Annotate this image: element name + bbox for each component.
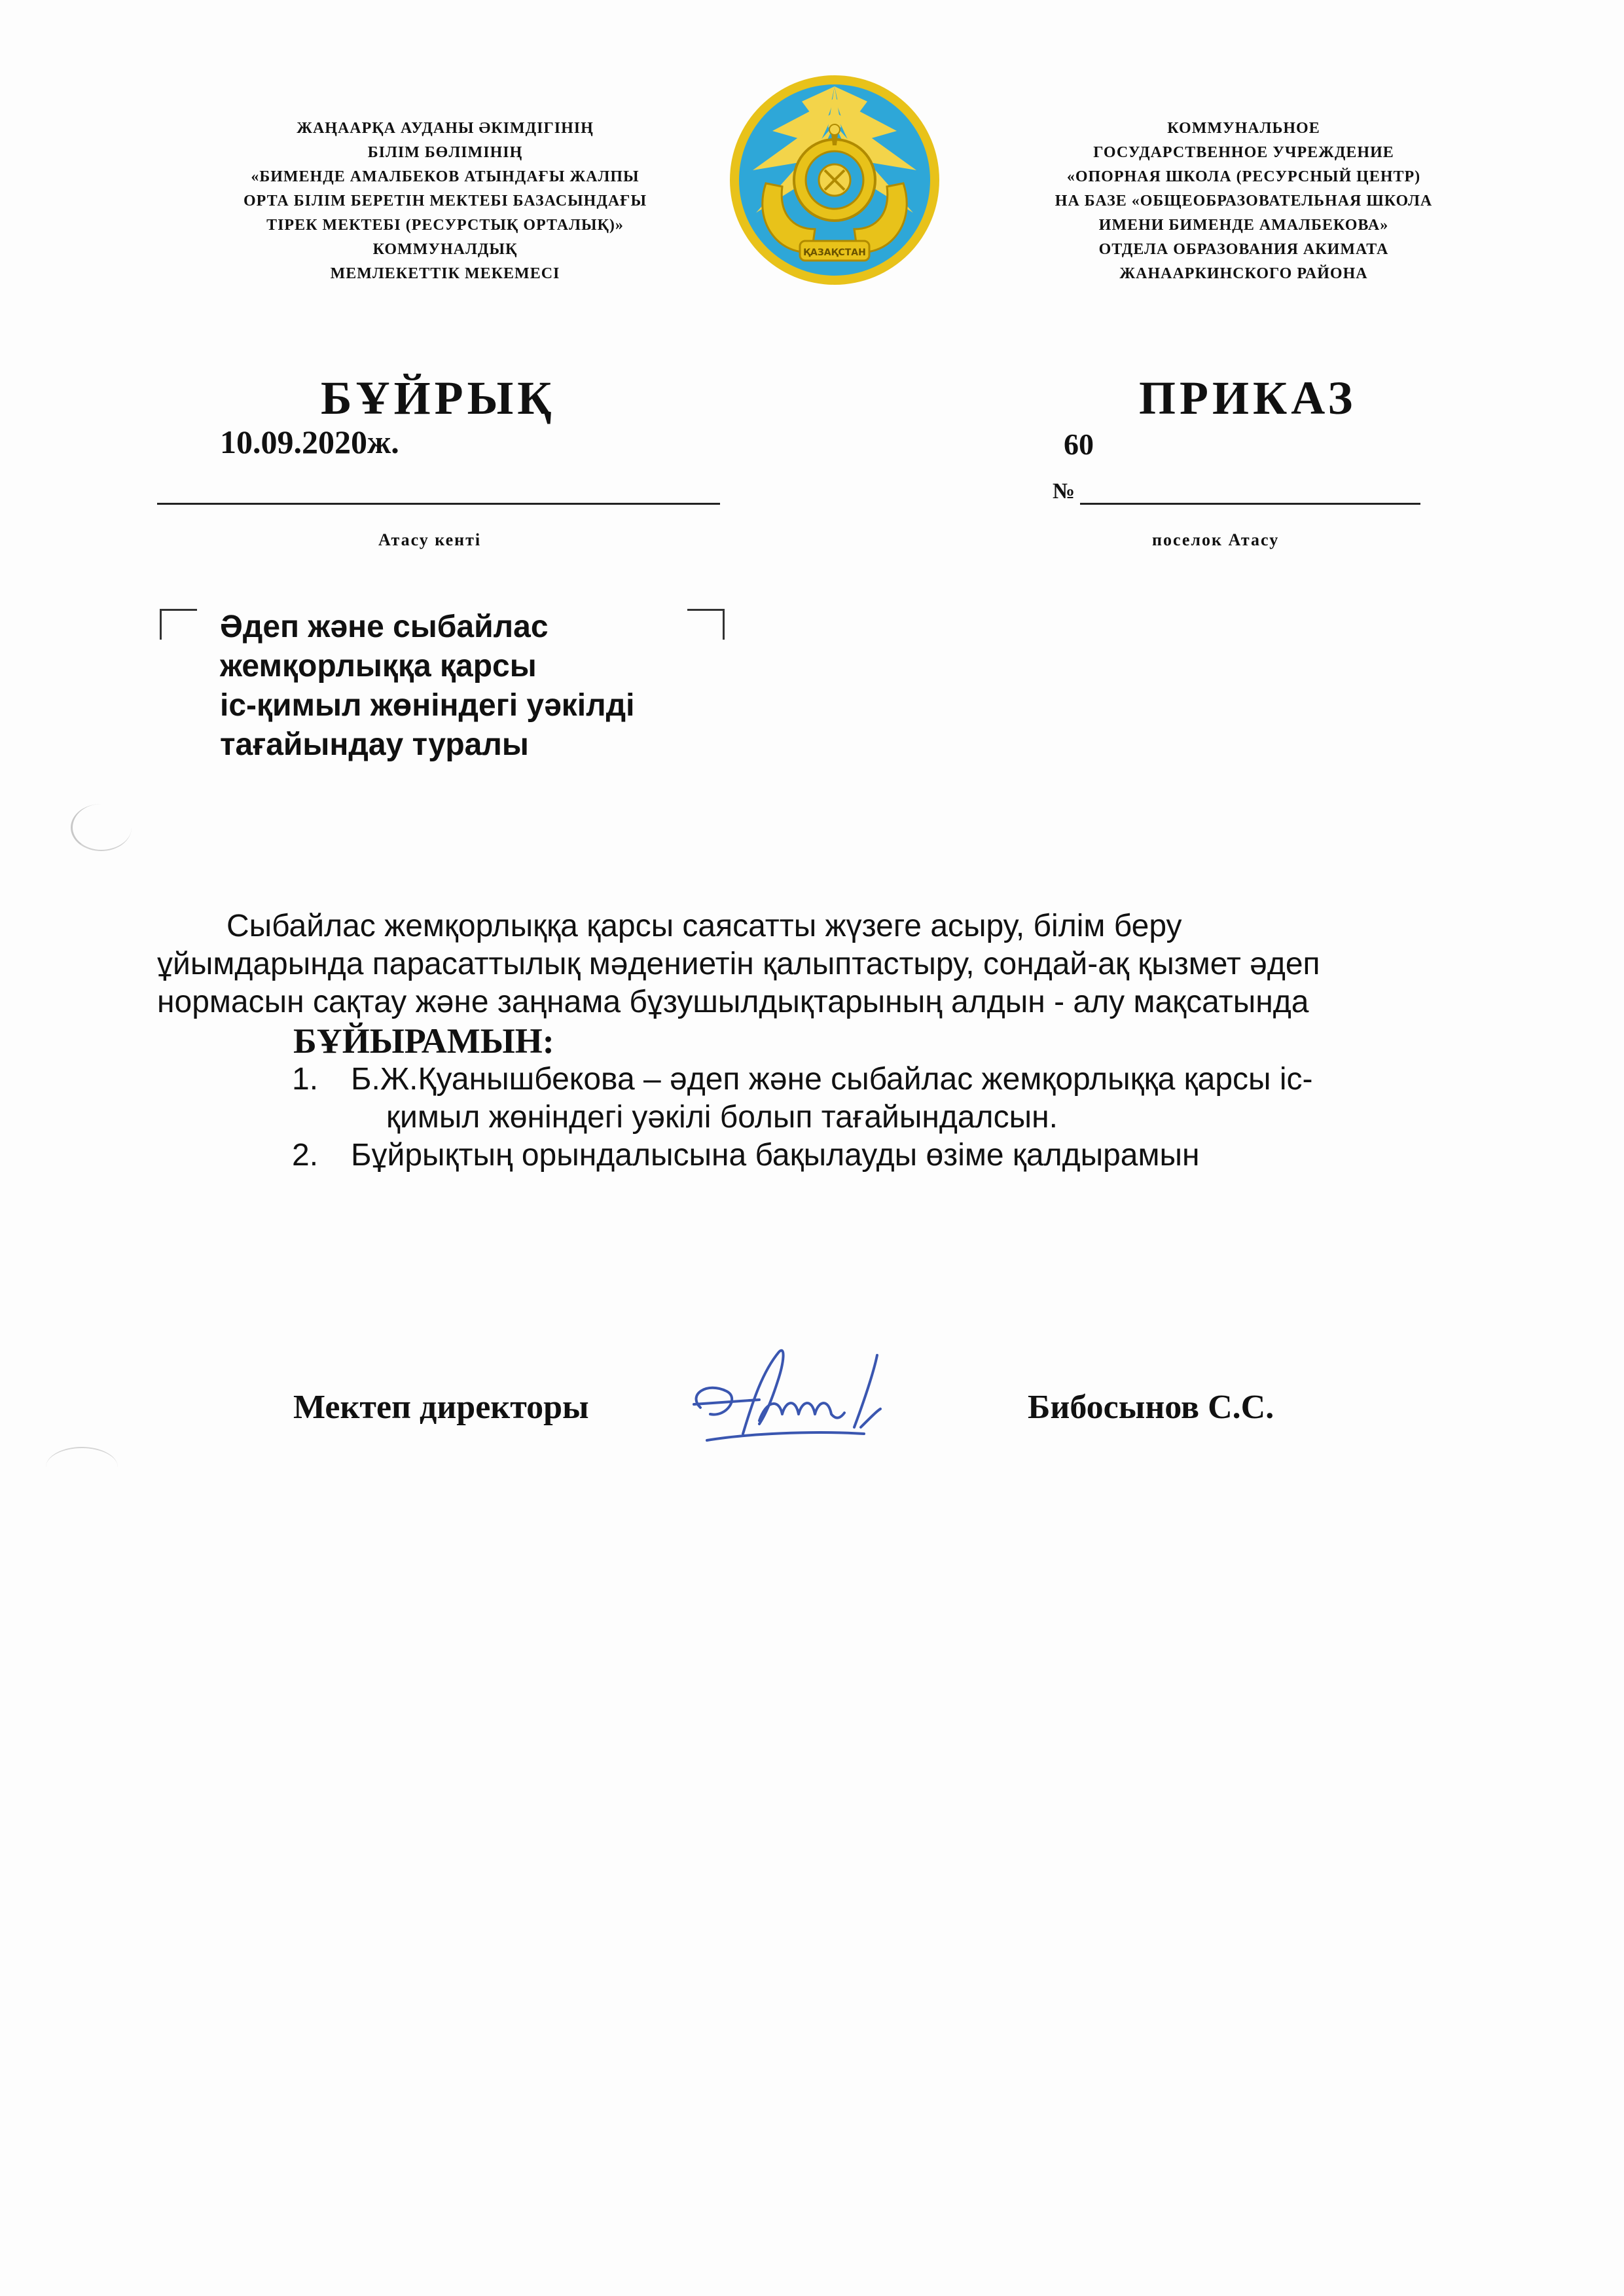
subject-line: тағайындау туралы: [220, 727, 529, 762]
place-ru: поселок Атасу: [1152, 530, 1280, 549]
header-right-line: ИМЕНИ БИМЕНДЕ АМАЛБЕКОВА»: [1098, 217, 1389, 234]
preamble-line: нормасын сақтау және заңнама бұзушылдықтарының алдын - алу мақсатында: [157, 985, 1309, 1019]
header-right-line: ЖАНААРКИНСКОГО РАЙОНА: [1119, 265, 1368, 282]
order-item: [157, 1061, 1492, 1137]
handwritten-signature: [681, 1336, 897, 1467]
item-number: 2.: [292, 1138, 319, 1173]
order-item: [157, 1137, 1492, 1175]
subject-corner-left: [160, 609, 197, 640]
item-number: 1.: [292, 1062, 319, 1097]
header-left-line: КОММУНАЛДЫҚ: [372, 241, 518, 258]
signatory-title: Мектеп директоры: [293, 1389, 589, 1426]
item-text-continued: қимыл жөніндегі уәкілі болып тағайындалсын.: [386, 1100, 1058, 1135]
header-right-line: ГОСУДАРСТВЕННОЕ УЧРЕЖДЕНИЕ: [1093, 144, 1394, 161]
subject-line: іс-қимыл жөніндегі уәкілді: [220, 688, 635, 723]
emblem-text: ҚАЗАҚСТАН: [803, 247, 866, 258]
item-text: Б.Ж.Қуанышбекова – әдеп және сыбайлас жемқорлыққа қарсы іс-: [351, 1062, 1313, 1097]
document-title-kz: БҰЙРЫҚ: [321, 372, 556, 424]
preamble-line: Сыбайлас жемқорлыққа қарсы саясатты жүзеге асыру, білім беру: [226, 909, 1182, 943]
punch-hole-mark: [46, 1447, 118, 1487]
number-sign: №: [1053, 479, 1075, 503]
header-left-line: «БИМЕНДЕ АМАЛБЕКОВ АТЫНДАҒЫ ЖАЛПЫ: [251, 168, 640, 185]
punch-hole-mark: [71, 804, 132, 851]
header-right-ru: [982, 117, 1506, 286]
order-subject: [220, 608, 757, 765]
place-kz: Атасу кенті: [378, 530, 482, 549]
date-underline: [157, 503, 720, 505]
preamble-line: ұйымдарында парасаттылық мәдениетін қалыптастыру, сондай-ақ қызмет әдеп: [157, 947, 1320, 981]
header-left-line: ЖАҢААРҚА АУДАНЫ ӘКІМДІГІНІҢ: [297, 120, 594, 137]
state-emblem-icon: [727, 72, 943, 288]
decree-word: БҰЙЫРАМЫН:: [293, 1021, 554, 1061]
subject-line: Әдеп және сыбайлас: [220, 610, 549, 644]
header-right-line: «ОПОРНАЯ ШКОЛА (РЕСУРСНЫЙ ЦЕНТР): [1066, 168, 1421, 185]
number-underline: [1080, 503, 1420, 505]
header-right-line: ОТДЕЛА ОБРАЗОВАНИЯ АКИМАТА: [1098, 241, 1389, 258]
header-left-line: БІЛІМ БӨЛІМІНІҢ: [367, 144, 523, 161]
header-left-line: ОРТА БІЛІМ БЕРЕТІН МЕКТЕБІ БАЗАСЫНДАҒЫ: [243, 192, 647, 210]
header-left-line: ТІРЕК МЕКТЕБІ (РЕСУРСТЫҚ ОРТАЛЫҚ)»: [266, 217, 624, 234]
header-left-line: МЕМЛЕКЕТТІК МЕКЕМЕСІ: [330, 265, 560, 282]
order-number: 60: [1064, 428, 1094, 461]
preamble: [157, 907, 1492, 1021]
document-title-ru: ПРИКАЗ: [1139, 372, 1357, 424]
signatory-name: Бибосынов С.С.: [1028, 1389, 1274, 1426]
order-body: [157, 907, 1492, 1175]
order-date: 10.09.2020ж.: [220, 424, 399, 460]
item-text: Бұйрықтың орындалысына бақылауды өзіме қалдырамын: [351, 1138, 1200, 1173]
subject-line: жемқорлыққа қарсы: [220, 649, 537, 683]
header-left-kz: [196, 117, 694, 286]
header-right-line: КОММУНАЛЬНОЕ: [1167, 120, 1320, 137]
header-right-line: НА БАЗЕ «ОБЩЕОБРАЗОВАТЕЛЬНАЯ ШКОЛА: [1055, 192, 1433, 210]
